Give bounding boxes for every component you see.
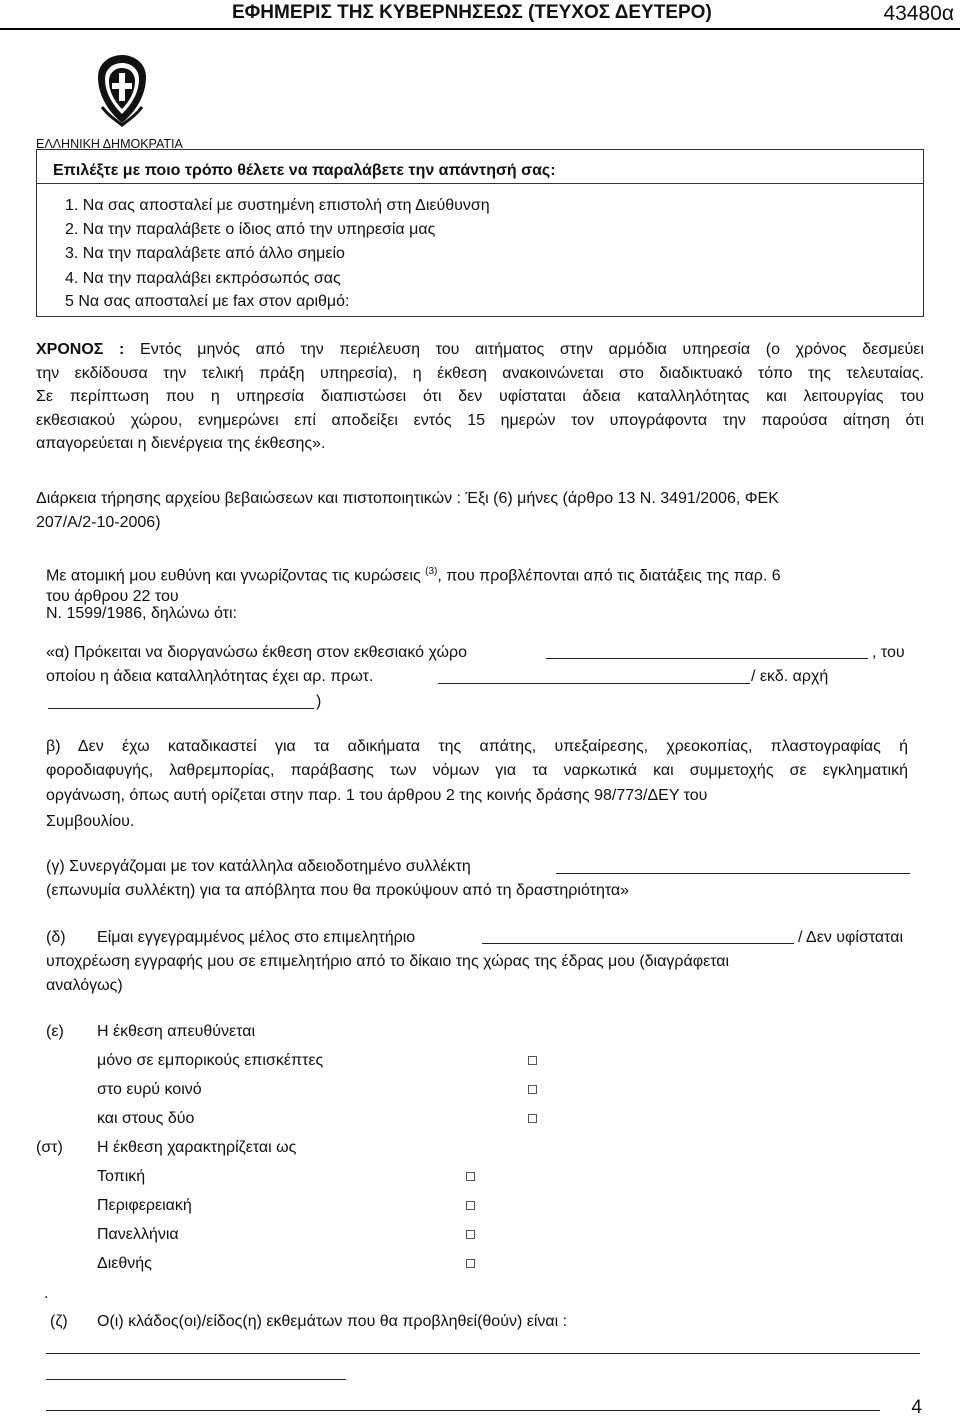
header-rule	[0, 28, 960, 30]
exhibit-sectors-field-1[interactable]	[46, 1353, 920, 1354]
item-st-label: (στ)	[36, 1139, 63, 1156]
scope-option-label: Τοπική	[97, 1168, 146, 1185]
scope-local-checkbox[interactable]	[466, 1172, 475, 1181]
page-number: 4	[911, 1397, 922, 1418]
reply-option: 1. Να σας αποσταλεί με συστημένη επιστολή στη Διεύθυνση	[65, 197, 490, 214]
reply-option: 5 Να σας αποσταλεί με fax στον αριθμό:	[65, 293, 350, 310]
stray-dot: .	[44, 1285, 49, 1302]
time-line-3: Σε περίπτωση που η υπηρεσία διαπιστώσει ότι δεν υφίσταται άδεια καταλληλότητας και λειτουργίας του	[36, 388, 924, 405]
reply-option: 3. Να την παραλάβετε από άλλο σημείο	[65, 245, 345, 262]
time-paragraph	[36, 338, 924, 456]
audience-public-checkbox[interactable]	[528, 1085, 537, 1094]
scope-national-checkbox[interactable]	[466, 1230, 475, 1239]
item-z-text: Ο(ι) κλάδος(οι)/είδος(η) εκθεμάτων που θα προβληθεί(θούν) είναι :	[97, 1313, 568, 1330]
reply-method-heading-row	[37, 150, 923, 184]
time-line-4: εκθεσιακού χώρου, ενημερώνει επί αποδείξει εντός 15 ημερών τον υπογράφοντα την παρούσα αίτηση ότι	[36, 411, 924, 429]
audience-option-label: στο ευρύ κοινό	[97, 1081, 202, 1098]
retention-paragraph	[36, 487, 924, 534]
item-a-line-1: «α) Πρόκειται να διοργανώσω έκθεση στον εκθεσιακό χώρο	[46, 644, 467, 661]
declaration-intro	[46, 560, 916, 622]
item-a-line-2-end: / εκδ. αρχή	[751, 668, 829, 685]
gazette-title: ΕΦΗΜΕΡΙΣ ΤΗΣ ΚΥΒΕΡΝΗΣΕΩΣ (ΤΕΥΧΟΣ ΔΕΥΤΕΡΟ)	[232, 2, 712, 23]
audience-trade-checkbox[interactable]	[528, 1056, 537, 1065]
republic-label: ΕΛΛΗΝΙΚΗ ΔΗΜΟΚΡΑΤΙΑ	[36, 137, 183, 151]
item-st-title: Η έκθεση χαρακτηρίζεται ως	[97, 1139, 297, 1156]
item-a-line-3-end: )	[316, 693, 322, 710]
item-d-end: / Δεν υφίσταται	[798, 929, 904, 946]
retention-line-1: Διάρκεια τήρησης αρχείου βεβαιώσεων και πιστοποιητικών : Έξι (6) μήνες (άρθρο 13 Ν. 3491/2006, ΦΕΚ	[36, 490, 779, 507]
item-g-line-2: (επωνυμία συλλέκτη) για τα απόβλητα που θα προκύψουν από τη δραστηριότητα»	[46, 882, 630, 899]
item-b-paragraph: β) Δεν έχω καταδικαστεί για τα αδικήματα της απάτης, υπεξαίρεσης, χρεοκοπίας, πλαστογραφίας ή φοροδιαφυγής, λαθρεμπορίας, παράβασης των νόμων για τα ναρκωτικά και συμμετοχής σε εγκληματική οργάνωση, όπως αυτή ορίζεται στην παρ. 1 του άρθρου 2 της κοινής δράσης 98/773/ΔΕΥ του Συμβουλίου.	[46, 738, 908, 830]
item-d-line-3: αναλόγως)	[46, 977, 123, 994]
retention-line-2: 207/Α/2-10-2006)	[36, 513, 161, 531]
item-d-text: Είμαι εγγεγραμμένος μέλος στο επιμελητήριο	[97, 929, 416, 946]
collector-field[interactable]	[556, 873, 910, 874]
declaration-intro-line-1: Με ατομική μου ευθύνη και γνωρίζοντας τις κυρώσεις $^{(3)}$, που προβλέπονται από τις διατάξεις της παρ. 6	[46, 566, 781, 585]
scope-option-label: Διεθνής	[97, 1255, 152, 1272]
item-d-line-2: υποχρέωση εγγραφής μου σε επιμελητήριο από το δίκαιο της χώρας της έδρας μου (διαγράφεται	[46, 953, 730, 970]
audience-option-label: και στους δύο	[97, 1110, 195, 1127]
audience-option-label: μόνο σε εμπορικούς επισκέπτες	[97, 1052, 324, 1069]
time-line-1: ΧΡΟΝΟΣ : Εντός μηνός από την περιέλευση του αιτήματος στην αρμόδια υπηρεσία (ο χρόνος δεσμεύει	[36, 341, 924, 358]
footer-rule	[46, 1410, 880, 1411]
exhibit-sectors-field-2[interactable]	[46, 1379, 346, 1380]
audience-both-checkbox[interactable]	[528, 1114, 537, 1123]
reply-method-heading: Επιλέξτε με ποιο τρόπο θέλετε να παραλάβετε την απάντησή σας:	[53, 162, 556, 179]
issuing-authority-field[interactable]	[48, 708, 314, 709]
item-e-title: Η έκθεση απευθύνεται	[97, 1023, 256, 1040]
item-e-label: (ε)	[46, 1023, 64, 1040]
item-a-line-1-end: , του	[872, 644, 905, 661]
time-line-2: την εκδίδουσα την τελική πράξη υπηρεσία), η έκθεση ανακοινώνεται στο διαδικτυακό τόπο της τελευταίας.	[36, 364, 924, 382]
chamber-field[interactable]	[482, 943, 794, 944]
greek-coat-of-arms-icon	[92, 53, 152, 127]
scope-option-label: Πανελλήνια	[97, 1226, 179, 1243]
license-protocol-field[interactable]	[438, 683, 750, 684]
scope-option-label: Περιφερειακή	[97, 1197, 192, 1214]
item-z-label: (ζ)	[50, 1313, 68, 1330]
item-d-label: (δ)	[46, 929, 66, 946]
declaration-intro-line-3: Ν. 1599/1986, δηλώνω ότι:	[46, 604, 237, 622]
footnote-ref: (3)	[425, 566, 438, 577]
time-line-5: απαγορεύεται η διενέργεια της έκθεσης».	[36, 435, 326, 452]
declaration-intro-line-2: του άρθρου 22 του	[46, 587, 179, 605]
item-g-line-1: (γ) Συνεργάζομαι με τον κατάλληλα αδειοδοτημένο συλλέκτη	[46, 858, 471, 875]
reply-method-box	[36, 149, 924, 317]
reply-option: 2. Να την παραλάβετε ο ίδιος από την υπηρεσία μας	[65, 221, 436, 238]
gazette-page-code: 43480α	[883, 2, 954, 25]
exhibition-venue-field[interactable]	[546, 658, 868, 659]
item-a-line-2: οποίου η άδεια καταλληλότητας έχει αρ. πρωτ.	[46, 668, 374, 685]
reply-option: 4. Να την παραλάβει εκπρόσωπός σας	[65, 270, 341, 287]
scope-regional-checkbox[interactable]	[466, 1201, 475, 1210]
scope-international-checkbox[interactable]	[466, 1259, 475, 1268]
time-label: ΧΡΟΝΟΣ :	[36, 341, 125, 358]
